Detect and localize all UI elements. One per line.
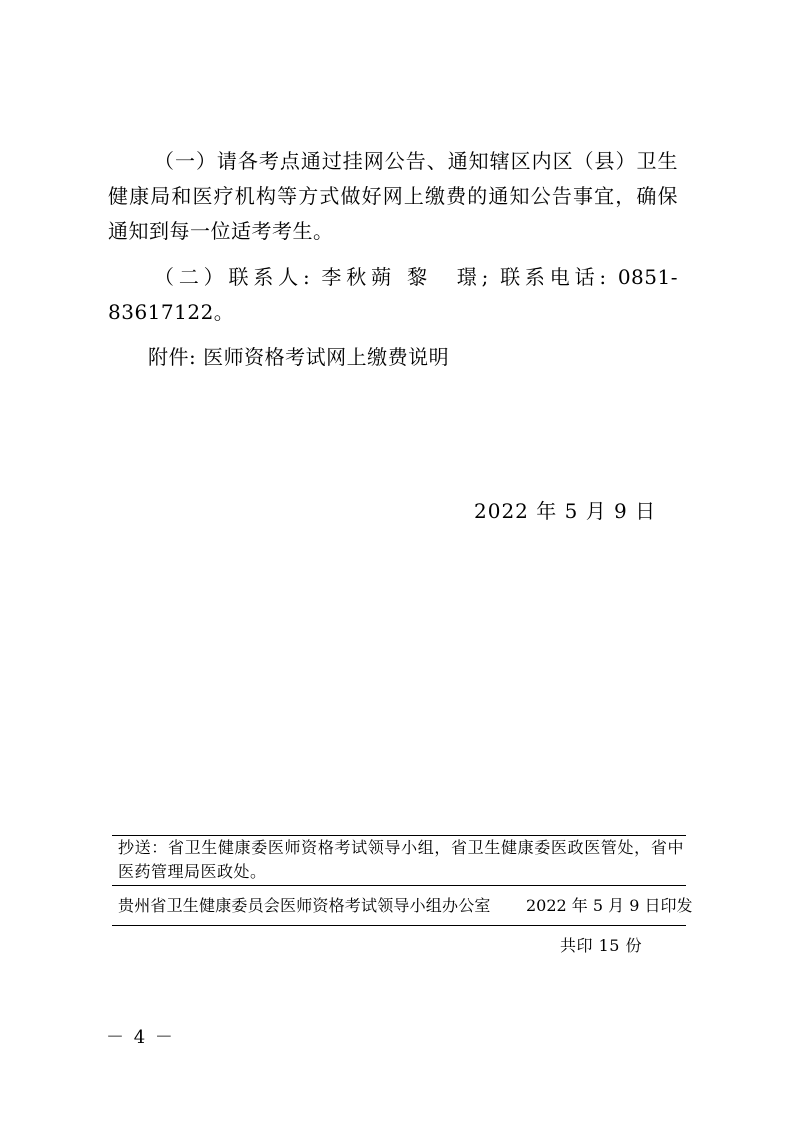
page-number: － 4 －: [106, 1027, 175, 1048]
issue-date: 2022 年 5 月 9 日印发: [526, 896, 693, 915]
paragraph-contact-info: （二）联系人: 李秋蒴 黎 璟; 联系电话: 0851-83617122。: [108, 265, 678, 324]
cc-line: 抄送：省卫生健康委医师资格考试领导小组，省卫生健康委医政医管处，省中医药管理局医政处。: [118, 838, 684, 881]
issuer-name: 贵州省卫生健康委员会医师资格考试领导小组办公室: [118, 896, 491, 915]
paragraph-notice-instruction: （一）请各考点通过挂网公告、通知辖区内区（县）卫生健康局和医疗机构等方式做好网上缴费的通知公告事宜，确保通知到每一位适考考生。: [108, 149, 678, 243]
copies-count: 共印 15 份: [560, 936, 643, 955]
document-date: 2022 年 5 月 9 日: [474, 499, 657, 523]
attachment-line: 附件: 医师资格考试网上缴费说明: [148, 345, 450, 369]
footer-bottom-rule: [112, 925, 686, 926]
footer-middle-rule: [112, 885, 686, 886]
